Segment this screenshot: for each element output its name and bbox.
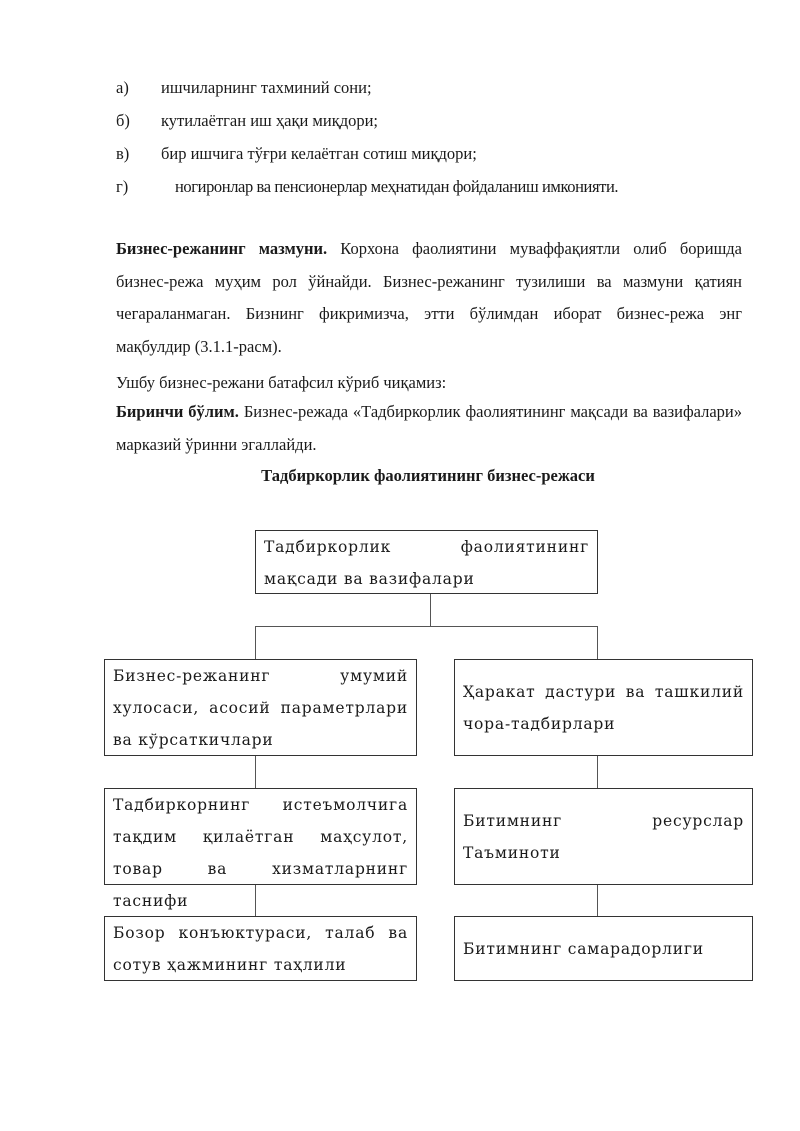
diagram-box-action-program <box>454 659 753 756</box>
connector-line <box>597 885 598 917</box>
content-heading: Бизнес-режанинг мазмуни. <box>116 239 328 258</box>
diagram-box-goals: Тадбиркорлик фаолиятининг мақсади ва вазифалари <box>255 530 598 594</box>
list-text: ногиронлар ва пенсионерлар меҳнатидан фойдаланиш имконияти. <box>175 177 619 196</box>
review-line: Ушбу бизнес-режани батафсил кўриб чиқамиз: <box>116 373 447 392</box>
diagram-box-resources-text: Битимнинг ресурслар Таъминоти <box>463 811 744 862</box>
connector-line <box>255 885 256 917</box>
diagram-box-resources <box>454 788 753 885</box>
list-marker: а) <box>116 78 129 97</box>
list-marker: в) <box>116 144 130 163</box>
connector-line <box>255 626 256 660</box>
list-text: бир ишчига тўғри келаётган сотиш миқдори; <box>161 144 477 163</box>
diagram-title: Тадбиркорлик фаолиятининг бизнес-режаси <box>261 466 595 485</box>
diagram-box-efficiency-text: Битимнинг самарадорлиги <box>463 939 704 958</box>
list-text: кутилаётган иш ҳақи миқдори; <box>161 111 379 130</box>
list-text: ишчиларнинг тахминий сони; <box>161 78 372 97</box>
connector-line <box>255 756 256 788</box>
connector-line <box>255 626 598 627</box>
content-paragraph <box>116 233 742 363</box>
diagram-box-action-program-text: Ҳаракат дастури ва ташкилий чора-тадбирлари <box>463 682 744 733</box>
connector-line <box>430 594 431 627</box>
list-marker: б) <box>116 111 130 130</box>
first-section-heading: Биринчи бўлим. <box>116 402 239 421</box>
content-body: Корхона фаолиятини муваффақиятли олиб боришда бизнес-режа муҳим рол ўйнайди. Бизнес-режанинг тузилиши ва мазмуни қатиян чегараланмаган. Бизнинг фикримизча, этти бўлимдан иборат бизнес-режа энг мақбулдир (3.1.1-расм). <box>116 239 743 356</box>
diagram-box-market: Бозор конъюктураси, талаб ва сотув ҳажмининг таҳлили <box>104 916 417 981</box>
diagram-box-efficiency <box>454 916 753 981</box>
connector-line <box>597 756 598 788</box>
list-marker: г) <box>116 177 129 196</box>
diagram-box-summary: Бизнес-режанинг умумий хулосаси, асосий параметрлари ва кўрсаткичлари <box>104 659 417 756</box>
connector-line <box>597 626 598 660</box>
diagram-box-products: Тадбиркорнинг истеъмолчига тақдим қилаётган маҳсулот, товар ва хизматларнинг таснифи <box>104 788 417 885</box>
first-section-body: Бизнес-режада «Тадбиркорлик фаолиятининг мақсади ва вазифалари» марказий ўринни эгаллайди. <box>116 402 743 454</box>
first-section-paragraph <box>116 396 742 461</box>
